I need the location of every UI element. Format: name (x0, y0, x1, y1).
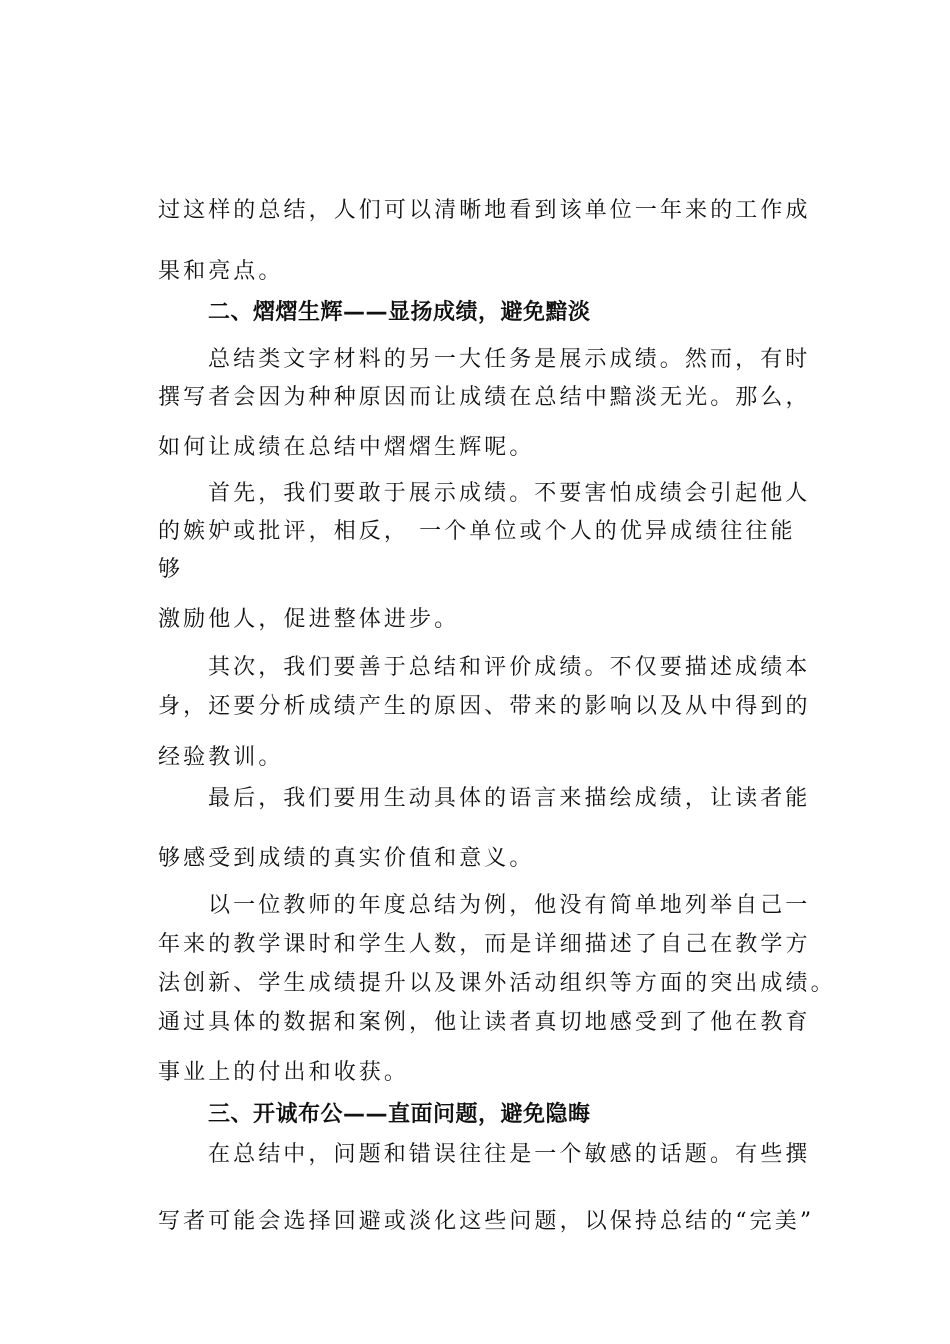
paragraph-line: 在总结中，问题和错误往往是一个敏感的话题。有些撰 (208, 1142, 811, 1167)
text-line: 够 (158, 557, 184, 582)
paragraph-line: 总结类文字材料的另一大任务是展示成绩。然而，有时 (208, 347, 811, 372)
text-line: 年来的教学课时和学生人数，而是详细描述了自己在教学方 (158, 932, 811, 957)
text-line: 事业上的付出和收获。 (158, 1060, 410, 1085)
section-heading-2: 二、熠熠生辉——显扬成绩，避免黯淡 (208, 300, 591, 325)
text-line: 过这样的总结，人们可以清晰地看到该单位一年来的工作成 (158, 198, 811, 223)
section-heading-3: 三、开诚布公——直面问题，避免隐晦 (208, 1102, 591, 1127)
text-line: 够感受到成绩的真实价值和意义。 (158, 846, 535, 871)
paragraph-line: 以一位教师的年度总结为例，他没有简单地列举自己一 (208, 893, 811, 918)
paragraph-line: 其次，我们要善于总结和评价成绩。不仅要描述成绩本 (208, 655, 811, 680)
text-line: 撰写者会因为种种原因而让成绩在总结中黯淡无光。那么， (158, 385, 811, 410)
text-line: 的嫉妒或批评，相反， 一个单位或个人的优异成绩往往能 (158, 519, 796, 544)
paragraph-line: 最后，我们要用生动具体的语言来描绘成绩，让读者能 (208, 786, 811, 811)
text-line: 如何让成绩在总结中熠熠生辉呢。 (158, 435, 535, 460)
text-line: 身，还要分析成绩产生的原因、带来的影响以及从中得到的 (158, 694, 811, 719)
text-line: 经验教训。 (158, 745, 284, 770)
text-line: 通过具体的数据和案例，他让读者真切地感受到了他在教育 (158, 1010, 811, 1035)
text-line: 果和亮点。 (158, 259, 284, 284)
text-line: 法创新、学生成绩提升以及课外活动组织等方面的突出成绩。 (158, 971, 836, 996)
text-line: 激励他人，促进整体进步。 (158, 607, 460, 632)
text-line: 写者可能会选择回避或淡化这些问题，以保持总结的“完美” (158, 1209, 815, 1234)
paragraph-line: 首先，我们要敢于展示成绩。不要害怕成绩会引起他人 (208, 481, 811, 506)
